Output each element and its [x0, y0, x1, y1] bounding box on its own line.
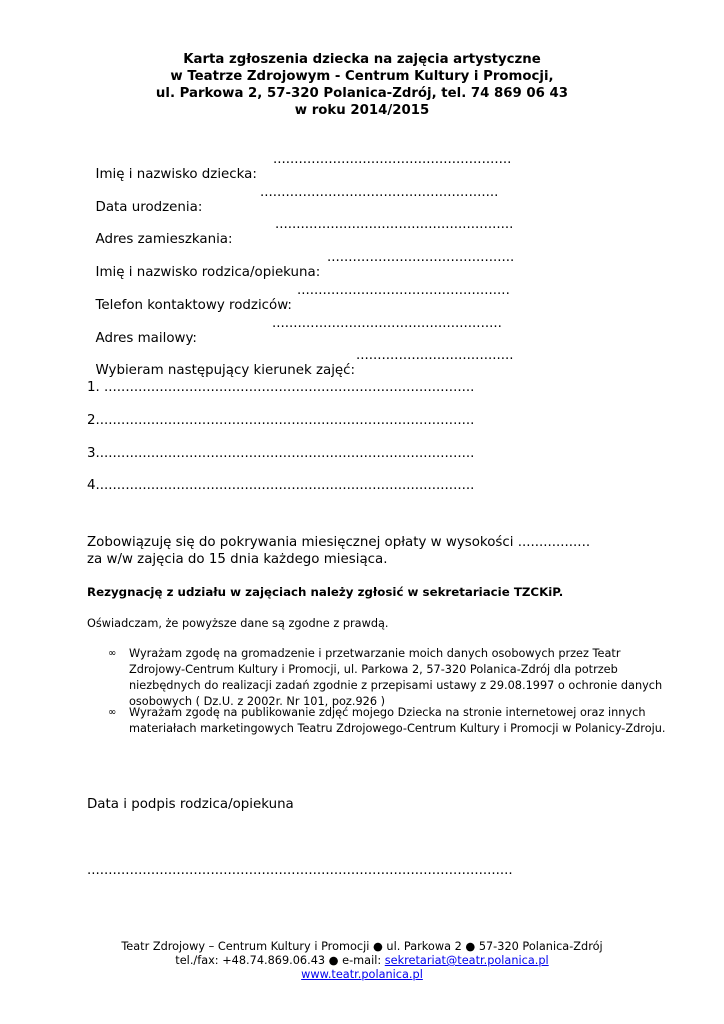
- field-label: Telefon kontaktowy rodziców:: [95, 298, 292, 313]
- bullet-icon: ∞: [108, 648, 117, 659]
- field-label: Imię i nazwisko rodzica/opiekuna:: [95, 265, 321, 280]
- field-fill-line[interactable]: ..................................................: [297, 283, 510, 298]
- email-link[interactable]: sekretariat@teatr.polanica.pl: [384, 954, 549, 967]
- consent-text: Wyrażam zgodę na publikowanie zdjęć mojego Dziecka na stronie internetowej oraz innych materiałach marketingowych Teatru Zdrojowego-Centrum Kultury i Promocji w Polanicy-Zdroju.: [129, 706, 666, 735]
- footer-phone: tel./fax: +48.74.869.06.43 ● e-mail:: [175, 954, 385, 967]
- footer-address: Teatr Zdrojowy – Centrum Kultury i Promocji ● ul. Parkowa 2 ● 57-320 Polanica-Zdrój: [121, 940, 603, 953]
- consent-photo-publishing: [108, 705, 668, 737]
- field-fill-line[interactable]: ........................................................: [260, 185, 499, 200]
- form-title-line-3: ul. Parkowa 2, 57-320 Polanica-Zdrój, tel. 74 869 06 43: [155, 86, 569, 101]
- field-label: Data urodzenia:: [95, 200, 203, 215]
- form-title-line-1: Karta zgłoszenia dziecka na zajęcia artystyczne: [183, 52, 541, 67]
- field-label: Adres mailowy:: [95, 331, 197, 346]
- resignation-note: Rezygnację z udziału w zajęciach należy zgłosić w sekretariacie TZCKiP.: [87, 585, 564, 599]
- field-fill-line[interactable]: ........................................................: [273, 152, 512, 167]
- field-label: Wybieram następujący kierunek zajęć:: [95, 363, 356, 378]
- field-label: Imię i nazwisko dziecka:: [95, 167, 257, 182]
- field-fill-line[interactable]: ............................................: [327, 250, 515, 265]
- field-fill-line[interactable]: .....................................: [356, 348, 514, 363]
- choice-line-2[interactable]: 2.........................................................................................: [87, 413, 475, 428]
- form-title-line-4: w roku 2014/2015: [294, 103, 430, 118]
- form-title-line-2: w Teatrze Zdrojowym - Centrum Kultury i Promocji,: [170, 69, 554, 84]
- field-label: Adres zamieszkania:: [95, 232, 233, 247]
- footer-contact: [0, 954, 724, 969]
- signature-line[interactable]: ....................................................................................................: [87, 863, 513, 878]
- choice-line-4[interactable]: 4.........................................................................................: [87, 478, 475, 493]
- consent-data-processing: [108, 646, 668, 710]
- website-link[interactable]: www.teatr.polanica.pl: [301, 968, 423, 981]
- bullet-icon: ∞: [108, 707, 117, 718]
- choice-line-1[interactable]: 1. .......................................................................................: [87, 380, 475, 395]
- field-fill-line[interactable]: ........................................................: [275, 217, 514, 232]
- declaration-text: Oświadczam, że powyższe dane są zgodne z prawdą.: [87, 617, 389, 630]
- field-fill-line[interactable]: ......................................................: [272, 316, 502, 331]
- signature-label: Data i podpis rodzica/opiekuna: [87, 797, 294, 812]
- choice-line-3[interactable]: 3.........................................................................................: [87, 446, 475, 461]
- footer-website: [0, 968, 724, 983]
- consent-text: Wyrażam zgodę na gromadzenie i przetwarzanie moich danych osobowych przez Teatr Zdrojowy-Centrum Kultury i Promocji, ul. Parkowa 2, 57-320 Polanica-Zdrój dla potrzeb niezbędnych do realizacji zadań zgodnie z przepisami ustawy z 29.08.1997 o ochronie danych osobowych ( Dz.U. z 2002r. Nr 101, poz.926 ): [129, 647, 663, 708]
- payment-commitment-line-1: Zobowiązuję się do pokrywania miesięcznej opłaty w wysokości .................: [87, 535, 591, 550]
- payment-commitment-line-2: za w/w zajęcia do 15 dnia każdego miesiąca.: [87, 552, 388, 567]
